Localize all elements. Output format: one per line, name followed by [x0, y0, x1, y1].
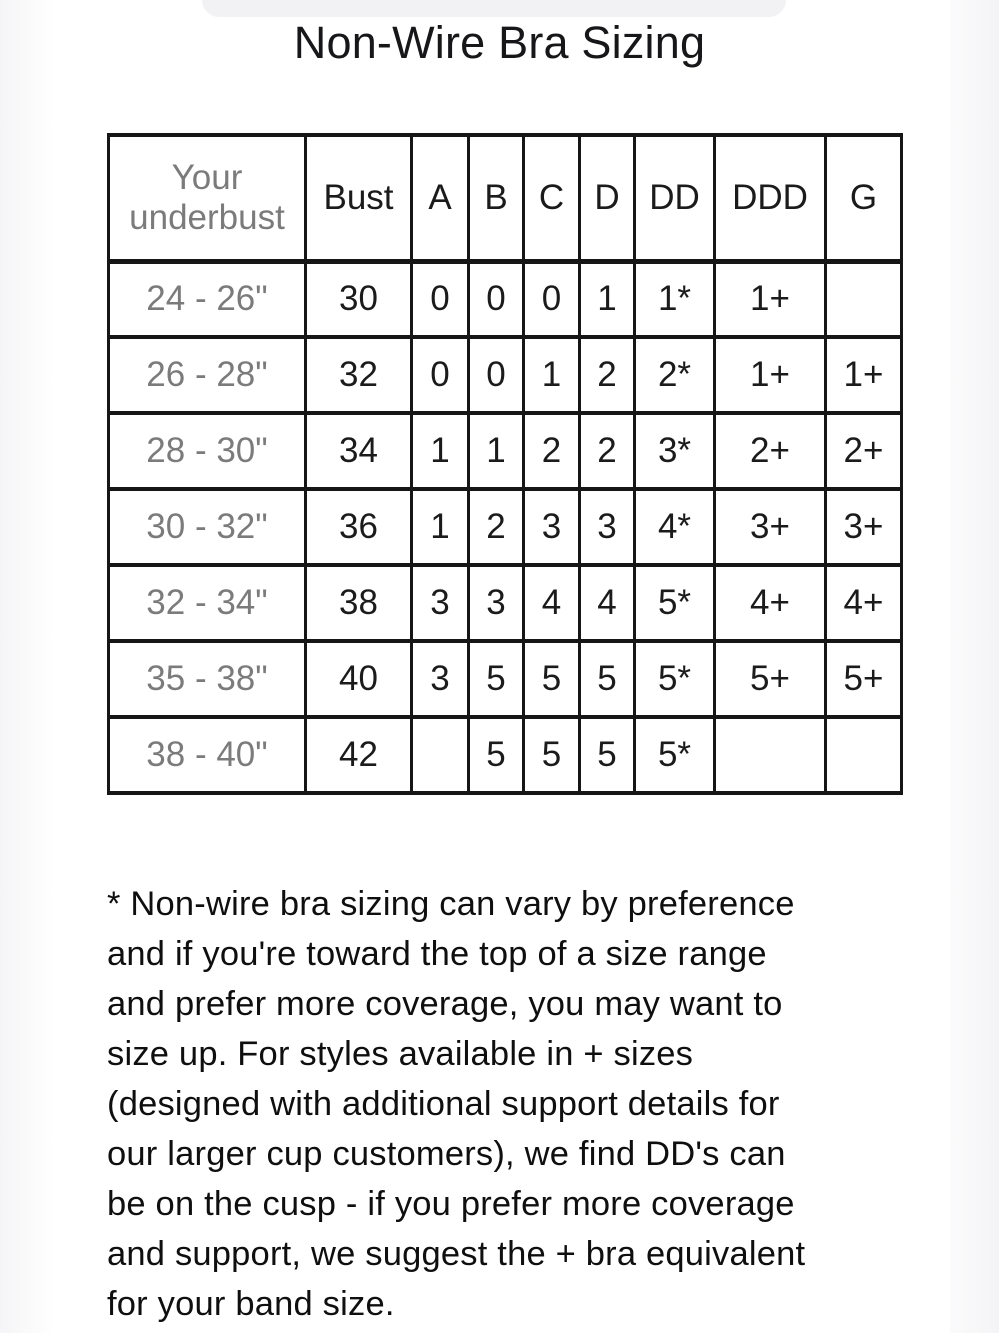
- size-cell: 3+: [826, 489, 902, 565]
- size-cell: 0: [469, 337, 524, 413]
- size-cell: 5*: [635, 717, 715, 793]
- column-header-d: D: [580, 135, 635, 261]
- size-cell: 2+: [715, 413, 826, 489]
- size-cell: 38: [306, 565, 412, 641]
- size-cell: 3: [469, 565, 524, 641]
- size-cell: [715, 717, 826, 793]
- size-cell: 2+: [826, 413, 902, 489]
- table-header-row: [109, 135, 902, 261]
- table-row: [109, 717, 902, 793]
- size-cell: 4+: [826, 565, 902, 641]
- size-cell: 0: [412, 261, 469, 337]
- size-cell: 2: [580, 337, 635, 413]
- size-cell: 34: [306, 413, 412, 489]
- sizing-footnote: * Non-wire bra sizing can vary by preference and if you're toward the top of a size range and prefer more coverage, you may want to size up. For styles available in + sizes (designed with additional support details for our larger cup customers), we find DD's can be on the cusp - if you prefer more coverage and support, we suggest the + bra equivalent for your band size.: [107, 885, 806, 1323]
- size-cell: 3*: [635, 413, 715, 489]
- size-cell: 1: [469, 413, 524, 489]
- size-cell: 36: [306, 489, 412, 565]
- size-cell: [412, 717, 469, 793]
- left-edge-shade: [0, 0, 54, 1333]
- size-cell: 1*: [635, 261, 715, 337]
- table-row: [109, 261, 902, 337]
- size-cell: 5: [469, 641, 524, 717]
- size-cell: 1: [412, 413, 469, 489]
- size-cell: [826, 261, 902, 337]
- table-row: [109, 641, 902, 717]
- table-row: [109, 489, 902, 565]
- column-header-g: G: [826, 135, 902, 261]
- size-cell: 5+: [826, 641, 902, 717]
- size-cell: 0: [524, 261, 580, 337]
- size-cell: 4: [580, 565, 635, 641]
- size-cell: 4*: [635, 489, 715, 565]
- size-cell: 3: [524, 489, 580, 565]
- column-header-dd: DD: [635, 135, 715, 261]
- size-cell: 4+: [715, 565, 826, 641]
- size-cell: 32: [306, 337, 412, 413]
- size-cell: 2*: [635, 337, 715, 413]
- size-cell: 0: [412, 337, 469, 413]
- size-cell: 2: [469, 489, 524, 565]
- underbust-cell: 32 - 34": [109, 565, 306, 641]
- column-header-underbust: Your underbust: [109, 135, 306, 261]
- size-cell: 1+: [715, 261, 826, 337]
- size-cell: 1: [412, 489, 469, 565]
- column-header-c: C: [524, 135, 580, 261]
- size-cell: 0: [469, 261, 524, 337]
- size-cell: 5*: [635, 565, 715, 641]
- page-title: Non-Wire Bra Sizing: [293, 17, 706, 68]
- size-cell: 30: [306, 261, 412, 337]
- size-cell: 2: [580, 413, 635, 489]
- size-cell: 1+: [826, 337, 902, 413]
- column-header-ddd: DDD: [715, 135, 826, 261]
- size-cell: 3: [412, 565, 469, 641]
- table-row: [109, 337, 902, 413]
- size-cell: 40: [306, 641, 412, 717]
- size-cell: 4: [524, 565, 580, 641]
- right-edge-shade: [950, 0, 999, 1333]
- size-cell: 5: [580, 717, 635, 793]
- underbust-cell: 35 - 38": [109, 641, 306, 717]
- size-cell: 5: [580, 641, 635, 717]
- size-cell: 3: [580, 489, 635, 565]
- size-cell: [826, 717, 902, 793]
- underbust-cell: 28 - 30": [109, 413, 306, 489]
- underbust-cell: 30 - 32": [109, 489, 306, 565]
- size-cell: 5+: [715, 641, 826, 717]
- column-header-a: A: [412, 135, 469, 261]
- underbust-cell: 38 - 40": [109, 717, 306, 793]
- size-cell: 3: [412, 641, 469, 717]
- size-cell: 1+: [715, 337, 826, 413]
- size-cell: 1: [524, 337, 580, 413]
- size-cell: 42: [306, 717, 412, 793]
- size-cell: 5: [469, 717, 524, 793]
- column-header-b: B: [469, 135, 524, 261]
- size-cell: 2: [524, 413, 580, 489]
- table-row: [109, 413, 902, 489]
- top-card-bottom-edge: [202, 0, 786, 17]
- column-header-bust: Bust: [306, 135, 412, 261]
- size-cell: 5: [524, 717, 580, 793]
- underbust-cell: 24 - 26": [109, 261, 306, 337]
- table-row: [109, 565, 902, 641]
- size-cell: 5*: [635, 641, 715, 717]
- size-cell: 3+: [715, 489, 826, 565]
- underbust-cell: 26 - 28": [109, 337, 306, 413]
- size-cell: 5: [524, 641, 580, 717]
- bra-sizing-table: [107, 133, 903, 795]
- size-cell: 1: [580, 261, 635, 337]
